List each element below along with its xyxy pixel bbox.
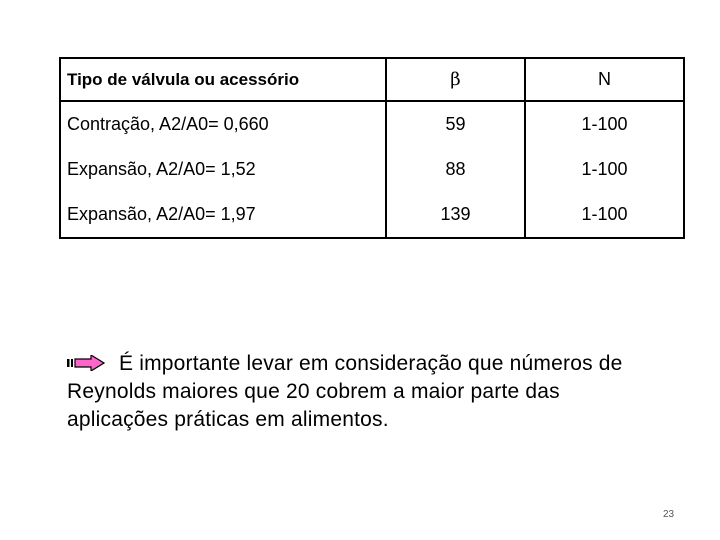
page-number: 23 (663, 509, 675, 520)
cell-tipo: Expansão, A2/A0= 1,97 (60, 192, 386, 238)
note-text: É importante levar em consideração que números de Reynolds maiores que 20 cobrem a maior parte das aplicações práticas em alimentos. (67, 352, 623, 431)
arrow-right-icon (67, 355, 105, 371)
cell-n: 1-100 (581, 204, 628, 224)
header-tipo: Tipo de válvula ou acessório (60, 58, 386, 101)
note-paragraph (67, 350, 667, 434)
table-row (60, 192, 684, 238)
cell-tipo: Expansão, A2/A0= 1,52 (60, 147, 386, 192)
table-header-row (60, 58, 684, 101)
cell-n: 1-100 (581, 159, 628, 179)
header-beta: β (386, 58, 525, 101)
table-row (60, 101, 684, 147)
cell-n: 1-100 (581, 114, 628, 134)
table-row (60, 147, 684, 192)
cell-beta: 88 (386, 147, 525, 192)
cell-beta: 139 (386, 192, 525, 238)
cell-beta: 59 (386, 101, 525, 147)
header-n: N (525, 58, 684, 101)
cell-tipo: Contração, A2/A0= 0,660 (60, 101, 386, 147)
data-table (59, 57, 685, 239)
